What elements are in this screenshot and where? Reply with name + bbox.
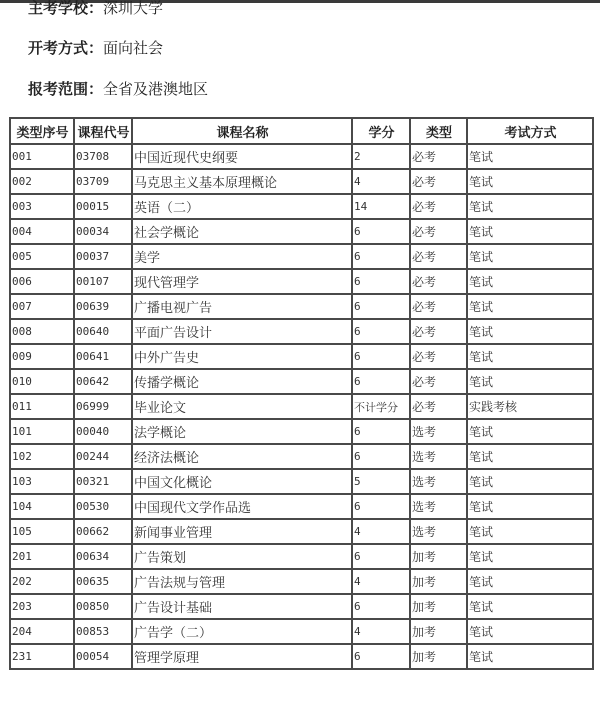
table-row [10,244,593,269]
cell-course-name: 中国现代文学作品选 [132,494,352,519]
table-row [10,269,593,294]
cell-type-seq: 008 [10,319,74,344]
cell-credits: 6 [352,344,410,369]
cell-exam-method: 笔试 [467,469,593,494]
cell-type: 选考 [410,444,467,469]
cell-credits: 6 [352,294,410,319]
table-header-row [10,118,593,144]
header-course-name: 课程名称 [132,118,352,144]
cell-exam-method: 笔试 [467,619,593,644]
cell-exam-method: 笔试 [467,419,593,444]
cell-type-seq: 010 [10,369,74,394]
cell-credits: 6 [352,319,410,344]
cell-credits: 6 [352,594,410,619]
cell-course-code: 00635 [74,569,132,594]
cell-type-seq: 011 [10,394,74,419]
cell-type-seq: 005 [10,244,74,269]
header-type: 类型 [410,118,467,144]
exam-mode-value: 面向社会 [103,39,164,57]
cell-type-seq: 006 [10,269,74,294]
cell-exam-method: 笔试 [467,319,593,344]
cell-course-name: 广告学（二） [132,619,352,644]
cell-course-name: 中国近现代史纲要 [132,144,352,169]
cell-course-code: 00853 [74,619,132,644]
cell-course-name: 经济法概论 [132,444,352,469]
table-row [10,494,593,519]
cell-course-name: 广告策划 [132,544,352,569]
cell-type: 加考 [410,619,467,644]
cell-type: 选考 [410,494,467,519]
cell-exam-method: 笔试 [467,219,593,244]
table-row [10,194,593,219]
cell-exam-method: 笔试 [467,544,593,569]
cell-type: 必考 [410,319,467,344]
cell-exam-method: 笔试 [467,269,593,294]
cell-course-code: 03709 [74,169,132,194]
cell-type: 必考 [410,369,467,394]
cell-exam-method: 笔试 [467,519,593,544]
table-row [10,544,593,569]
cell-type-seq: 101 [10,419,74,444]
cell-type-seq: 105 [10,519,74,544]
table-row [10,319,593,344]
cell-credits: 6 [352,644,410,669]
cell-credits: 4 [352,519,410,544]
cell-course-code: 00641 [74,344,132,369]
cell-type-seq: 201 [10,544,74,569]
cell-course-name: 管理学原理 [132,644,352,669]
cell-exam-method: 笔试 [467,344,593,369]
table-row [10,419,593,444]
cell-type: 必考 [410,194,467,219]
header-credits: 学分 [352,118,410,144]
cell-credits: 4 [352,619,410,644]
cell-course-name: 传播学概论 [132,369,352,394]
cell-course-code: 00034 [74,219,132,244]
cell-course-name: 平面广告设计 [132,319,352,344]
cell-type: 必考 [410,294,467,319]
header-exam-method: 考试方式 [467,118,593,144]
cell-course-code: 00321 [74,469,132,494]
table-row [10,469,593,494]
cell-exam-method: 笔试 [467,494,593,519]
exam-school-label: 主考学校： [28,0,104,17]
cell-course-code: 00639 [74,294,132,319]
exam-school-line [28,0,163,18]
cell-course-name: 英语（二） [132,194,352,219]
header-course-code: 课程代号 [74,118,132,144]
cell-course-code: 00634 [74,544,132,569]
cell-course-name: 广告设计基础 [132,594,352,619]
cell-course-name: 现代管理学 [132,269,352,294]
cell-course-code: 00640 [74,319,132,344]
cell-credits: 14 [352,194,410,219]
cell-type: 必考 [410,394,467,419]
table-row [10,569,593,594]
cell-course-code: 03708 [74,144,132,169]
cell-type: 加考 [410,569,467,594]
cell-course-name: 新闻事业管理 [132,519,352,544]
table-row [10,444,593,469]
exam-mode-line [28,38,163,58]
cell-type: 加考 [410,544,467,569]
cell-credits: 不计学分 [352,394,410,419]
cell-course-name: 中国文化概论 [132,469,352,494]
cell-credits: 2 [352,144,410,169]
cell-exam-method: 笔试 [467,244,593,269]
cell-exam-method: 笔试 [467,594,593,619]
cell-type: 选考 [410,419,467,444]
cell-credits: 6 [352,544,410,569]
cell-course-name: 马克思主义基本原理概论 [132,169,352,194]
cell-course-name: 社会学概论 [132,219,352,244]
cell-exam-method: 笔试 [467,144,593,169]
cell-exam-method: 实践考核 [467,394,593,419]
cell-course-code: 00040 [74,419,132,444]
cell-type-seq: 007 [10,294,74,319]
cell-exam-method: 笔试 [467,369,593,394]
cell-credits: 4 [352,169,410,194]
cell-type-seq: 003 [10,194,74,219]
cell-course-name: 美学 [132,244,352,269]
cell-course-code: 00037 [74,244,132,269]
cell-course-name: 广告法规与管理 [132,569,352,594]
cell-exam-method: 笔试 [467,169,593,194]
cell-type: 加考 [410,594,467,619]
table-row [10,644,593,669]
table-row [10,169,593,194]
cell-course-name: 中外广告史 [132,344,352,369]
table-row [10,344,593,369]
cell-course-code: 00850 [74,594,132,619]
cell-course-code: 00015 [74,194,132,219]
cell-course-code: 00662 [74,519,132,544]
cell-credits: 6 [352,269,410,294]
cell-type: 必考 [410,219,467,244]
cell-course-name: 毕业论文 [132,394,352,419]
cell-type: 必考 [410,269,467,294]
cell-type-seq: 102 [10,444,74,469]
table-row [10,619,593,644]
table-row [10,519,593,544]
cell-credits: 6 [352,494,410,519]
exam-school-value: 深圳大学 [103,0,164,17]
cell-credits: 6 [352,369,410,394]
cell-type-seq: 203 [10,594,74,619]
cell-course-name: 广播电视广告 [132,294,352,319]
cell-type-seq: 231 [10,644,74,669]
table-row [10,219,593,244]
cell-type: 必考 [410,144,467,169]
cell-course-code: 00642 [74,369,132,394]
cell-exam-method: 笔试 [467,294,593,319]
cell-type: 选考 [410,519,467,544]
cell-course-code: 00107 [74,269,132,294]
cell-type-seq: 002 [10,169,74,194]
cell-exam-method: 笔试 [467,644,593,669]
table-body [10,144,593,669]
exam-scope-label: 报考范围： [28,80,104,98]
cell-course-code: 06999 [74,394,132,419]
cell-type: 必考 [410,344,467,369]
exam-mode-label: 开考方式： [28,39,104,57]
table-row [10,144,593,169]
cell-credits: 6 [352,244,410,269]
table-row [10,294,593,319]
cell-type-seq: 004 [10,219,74,244]
cell-type-seq: 204 [10,619,74,644]
cell-credits: 5 [352,469,410,494]
exam-scope-value: 全省及港澳地区 [103,80,209,98]
table-row [10,394,593,419]
cell-type: 必考 [410,244,467,269]
cell-type-seq: 104 [10,494,74,519]
cell-type-seq: 001 [10,144,74,169]
cell-type-seq: 202 [10,569,74,594]
cell-course-code: 00244 [74,444,132,469]
cell-credits: 6 [352,444,410,469]
cell-credits: 4 [352,569,410,594]
cell-course-name: 法学概论 [132,419,352,444]
cell-type: 选考 [410,469,467,494]
table-row [10,369,593,394]
cell-course-code: 00530 [74,494,132,519]
cell-type-seq: 009 [10,344,74,369]
course-table [9,117,594,670]
cell-exam-method: 笔试 [467,569,593,594]
cell-type-seq: 103 [10,469,74,494]
table-row [10,594,593,619]
exam-scope-line [28,79,208,99]
cell-exam-method: 笔试 [467,194,593,219]
cell-credits: 6 [352,419,410,444]
cell-credits: 6 [352,219,410,244]
header-type-seq: 类型序号 [10,118,74,144]
cell-type: 加考 [410,644,467,669]
cell-type: 必考 [410,169,467,194]
cell-course-code: 00054 [74,644,132,669]
cell-exam-method: 笔试 [467,444,593,469]
